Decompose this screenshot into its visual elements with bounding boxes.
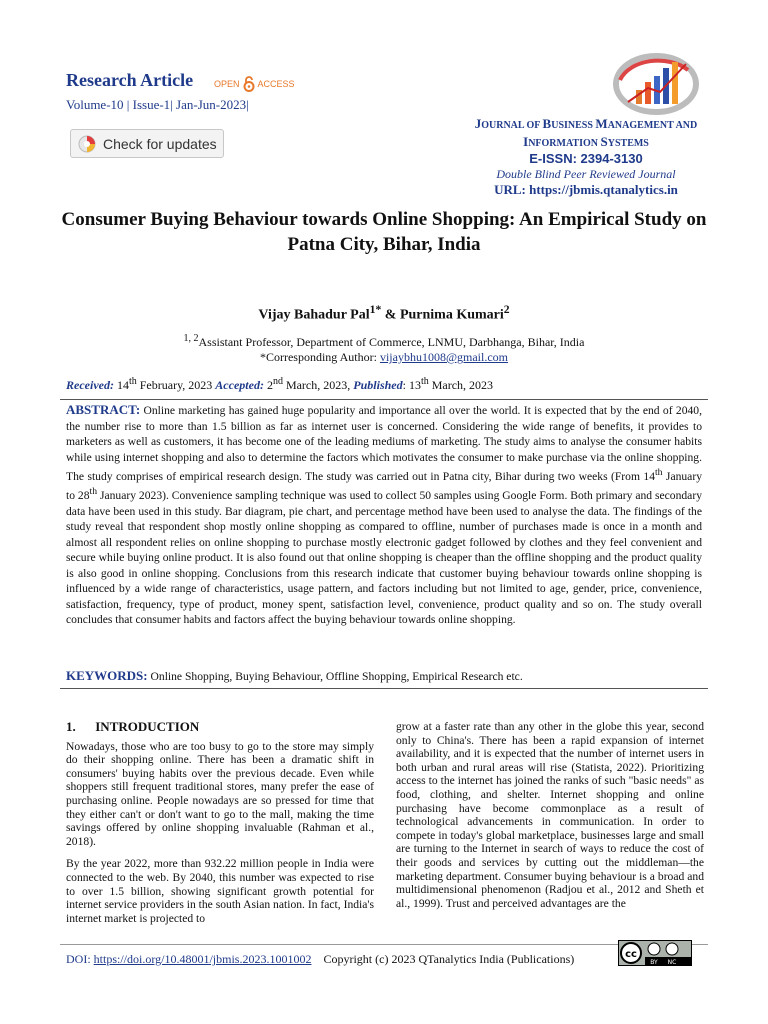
abstract-part2: January to 28 <box>66 469 702 503</box>
jn2-1: NFORMATION <box>528 138 601 149</box>
affiliation <box>60 331 708 365</box>
received-rest: February, 2023 <box>136 378 216 392</box>
received-day: 14 <box>113 378 129 392</box>
author-2: Purnima Kumari <box>399 307 504 323</box>
affiliation-sup: 1, 2 <box>183 333 199 344</box>
intro-paragraph-1: Nowadays, those who are too busy to go to the store may simply do their shopping online. There has been a dramatic shift in consumers' buying habits over the previous decade. Even while shoppers still frequent traditional stores, many prefer the ease of purchasing online. People nowadays are so pressed for time that they either can't or don't want to go to the mall, making the time savings offered by online shopping invaluable (Rahman et al., 2018). <box>66 739 374 848</box>
jn1-2: B <box>542 116 552 131</box>
received-label: Received: <box>66 378 114 392</box>
corresponding-line <box>60 350 708 365</box>
published-sup: th <box>420 376 429 387</box>
abstract-sup2: th <box>89 486 98 498</box>
footer-divider <box>60 944 708 945</box>
jn2-0: I <box>523 134 529 149</box>
published-day: : 13 <box>402 378 421 392</box>
dates-line <box>66 376 493 393</box>
accepted-rest: March, 2023, <box>282 378 354 392</box>
author-and: & <box>381 307 400 323</box>
eissn: E-ISSN: 2394-3130 <box>529 151 643 166</box>
published-label: Published <box>353 378 403 392</box>
right-column <box>396 720 704 919</box>
author-1: Vijay Bahadur Pal <box>258 307 370 323</box>
open-access-left: OPEN <box>214 79 240 89</box>
intro-paragraph-2: By the year 2022, more than 932.22 million people in India were connected to the web. By 2040, this number was expected to rise to over 1.5 billion, showing significant growth potential for internet service providers in the south Asian nation. In fact, India's internet market is projected to <box>66 857 374 925</box>
cc-nc-text: NC <box>667 959 677 966</box>
cc-by-text: BY <box>650 959 658 966</box>
affiliation-line <box>60 331 708 350</box>
peer-review-note: Double Blind Peer Reviewed Journal <box>496 167 676 181</box>
accepted-day: 2 <box>263 378 273 392</box>
author-1-sup: 1* <box>369 303 382 316</box>
jn1-3: USINESS <box>551 120 596 131</box>
abstract-part1: Online marketing has gained huge popularity and importance all over the world. It is expected that by the end of 2040, the number rise to more than 1.5 billion as far as internet user is concerned. Considering the wide range of benefits, it provides to marketers as well as customers, it has become one of the leading mediums of marketing. The study aims to analyse the consumer habits while using internet shopping and also to determine the factors which motivates the consumer to make purchase via the online shopping. The study comprises of empirical research design. The study was carried out in Patna city, Bihar during two weeks (From 14 <box>66 404 702 483</box>
received-sup: th <box>128 376 137 387</box>
paper-title: Consumer Buying Behaviour towards Online Shopping: An Empirical Study on Patna City, Bihar, India <box>61 209 707 255</box>
author-2-sup: 2 <box>503 303 510 316</box>
open-access-badge <box>214 76 295 92</box>
abstract-sup1: th <box>655 467 663 478</box>
cc-text: cc <box>625 949 637 960</box>
journal-name-line1 <box>430 116 742 134</box>
affiliation-text: Assistant Professor, Department of Commerce, LNMU, Darbhanga, Bihar, India <box>198 335 585 349</box>
author-email-link[interactable]: vijaybhu1008@gmail.com <box>379 350 509 364</box>
jn1-4: M <box>595 116 608 131</box>
check-updates-label: Check for updates <box>103 135 217 152</box>
check-for-updates-button[interactable] <box>70 129 224 158</box>
jn1-0: J <box>474 116 482 131</box>
jn2-3: YSTEMS <box>607 138 649 149</box>
cc-license-icon <box>618 940 692 966</box>
abstract-label: ABSTRACT: <box>66 402 141 417</box>
open-access-lock-icon <box>242 76 256 92</box>
journal-logo-icon <box>598 50 708 120</box>
introduction-heading: 1. INTRODUCTION <box>66 719 200 734</box>
doi-label: DOI: <box>66 952 94 966</box>
keywords <box>66 668 702 684</box>
article-type-label: Research Article <box>66 70 194 90</box>
published-rest: March, 2023 <box>428 378 494 392</box>
copyright: Copyright (c) 2023 QTanalytics India (Publications) <box>311 952 575 966</box>
jn1-5: ANAGEMENT AND <box>607 120 698 131</box>
journal-name <box>430 116 742 152</box>
jn2-2: S <box>600 134 608 149</box>
keywords-text: Online Shopping, Buying Behaviour, Offline Shopping, Empirical Research etc. <box>147 670 523 683</box>
jn1-1: OURNAL OF <box>481 120 543 131</box>
open-access-right: ACCESS <box>257 79 295 89</box>
intro-paragraph-3: grow at a faster rate than any other in the globe this year, second only to China's. There has been a rapid expansion of internet availability, and it is expected that the number of internet users in both urban and rural areas will rise (Statista, 2022). Prioritizing access to the internet has joined the ranks of such "basic needs" as food, clothing, and shelter. Internet shopping and online purchasing have become commonplace as a result of technological advancements in communication. In order to compete in today's global marketplace, businesses large and small are turning to the Internet in search of ways to reduce the cost of their goods and services by cutting out the middleman—the marketing department. Consumer buying behaviour is a broad and multidimensional phenomenon (Radjou et al., 2012 and Sheth et al., 1999). Trust and perceived advantages are the <box>396 720 704 910</box>
abstract <box>66 402 702 628</box>
accepted-label: Accepted: <box>215 378 264 392</box>
keywords-label: KEYWORDS: <box>66 668 148 683</box>
check-updates-icon <box>77 134 97 154</box>
volume-issue: Volume-10 | Issue-1| Jan-Jun-2023| <box>66 97 249 112</box>
authors <box>60 303 708 324</box>
accepted-sup: nd <box>272 376 283 387</box>
footer <box>66 952 574 967</box>
journal-name-line2 <box>430 134 742 152</box>
corresponding-label: *Corresponding Author: <box>259 350 380 364</box>
abstract-part3: January 2023). Convenience sampling technique was used to collect 50 samples using Google Form. Both primary and secondary data have been used in this study. Bar diagram, pie chart, and percentage method have been used to analyse the data. The findings of the study reveal that respondent shop mostly online shopping as compared to offline, number of purchases made is once in a month and almost all respondent relies on online shopping to purchase mostly electronic gadget followed by clothes and they feel convenient and secure while buying online product. It is also found out that online shopping is cheaper than the offline shopping and the product quality is also good in online shopping. Conclusions from this research indicate that customer buying behaviour towards online shopping is influenced by a wide range of characteristics, usage pattern, and factors including but not limited to age, gender, price, convenience, satisfaction, frequency, type of product, money spent, satisfaction level, convenience, product quality and so on. The study overall concludes that consumer habits and factors affect the buying behaviour towards online shopping. <box>66 489 702 627</box>
doi-link[interactable]: https://doi.org/10.48001/jbmis.2023.1001002 <box>93 952 312 966</box>
journal-url[interactable]: URL: https://jbmis.qtanalytics.in <box>494 182 678 197</box>
left-column <box>66 720 374 934</box>
